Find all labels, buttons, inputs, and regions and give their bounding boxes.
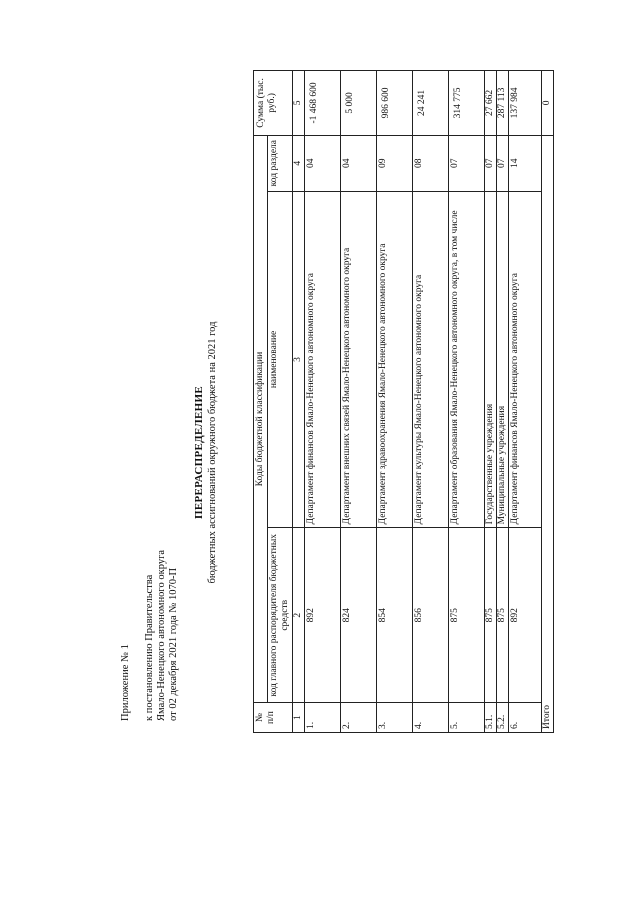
row-num: 3. [377,703,413,733]
appendix-label: Приложение № 1 [120,644,131,721]
header-num-label-2: п/п [266,711,276,725]
table-row [413,71,449,733]
row-num: 5.1. [485,703,497,733]
table-row [485,71,497,733]
row-section: 04 [341,135,377,191]
row-num: 2. [341,703,377,733]
table-row [341,71,377,733]
row-sum: 287 113 [497,71,509,136]
row-code: 854 [377,528,413,703]
row-sum: 137 984 [509,71,542,136]
row-code: 875 [449,528,485,703]
index-cell: 2 [293,528,305,703]
header-section: код раздела [268,135,293,191]
table-body [293,71,554,733]
decree-line-3: от 02 декабря 2021 года № 1070-П [168,567,179,721]
total-row [542,71,554,733]
document-subtitle: бюджетных ассигнований окружного бюджета на 2021 год [207,321,218,584]
row-code: 892 [509,528,542,703]
row-section: 07 [497,135,509,191]
header-codes: Коды бюджетной классификации [254,135,268,702]
row-name: Муниципальные учреждения [497,191,509,528]
header-num-label: № [255,713,265,723]
index-cell: 3 [293,191,305,528]
row-num: 6. [509,703,542,733]
table-row [305,71,341,733]
header-num [254,703,293,733]
table-row [509,71,542,733]
row-num: 5. [449,703,485,733]
row-sum: 314 775 [449,71,485,136]
document-title: ПЕРЕРАСПРЕДЕЛЕНИЕ [193,385,205,520]
table-row [449,71,485,733]
header-name: наименование [268,191,293,528]
decree-line-1: к постановлению Правительства [144,574,155,721]
row-name: Департамент образования Ямало-Ненецкого автономного округа, в том числе [449,191,485,528]
row-num: 4. [413,703,449,733]
row-name: Департамент финансов Ямало-Ненецкого автономного округа [305,191,341,528]
row-sum: 5 000 [341,71,377,136]
row-section: 07 [485,135,497,191]
header-sum: Сумма (тыс. руб.) [254,71,293,136]
row-sum: 986 600 [377,71,413,136]
table-row [497,71,509,733]
row-code: 892 [305,528,341,703]
row-name: Департамент финансов Ямало-Ненецкого автономного округа [509,191,542,528]
row-code: 875 [497,528,509,703]
row-num: 1. [305,703,341,733]
budget-table [253,70,554,733]
total-sum: 0 [542,71,554,136]
index-row [293,71,305,733]
row-name: Департамент внешних связей Ямало-Ненецкого автономного округа [341,191,377,528]
row-section: 04 [305,135,341,191]
table-row [377,71,413,733]
row-name: Департамент здравоохранения Ямало-Ненецкого автономного округа [377,191,413,528]
index-cell: 1 [293,703,305,733]
row-section: 08 [413,135,449,191]
decree-line-2: Ямало-Ненецкого автономного округа [156,549,167,721]
row-section: 07 [449,135,485,191]
header-gr-code: код главного распорядителя бюджетных средств [268,528,293,703]
index-cell: 5 [293,71,305,136]
total-label: Итого [542,135,554,732]
row-section: 14 [509,135,542,191]
row-code: 856 [413,528,449,703]
row-code: 824 [341,528,377,703]
row-sum: 24 241 [413,71,449,136]
index-cell: 4 [293,135,305,191]
row-name: Департамент культуры Ямало-Ненецкого автономного округа [413,191,449,528]
row-num: 5.2. [497,703,509,733]
row-section: 09 [377,135,413,191]
row-name: Государственные учреждения [485,191,497,528]
row-code: 875 [485,528,497,703]
row-sum: -1 468 600 [305,71,341,136]
row-sum: 27 662 [485,71,497,136]
